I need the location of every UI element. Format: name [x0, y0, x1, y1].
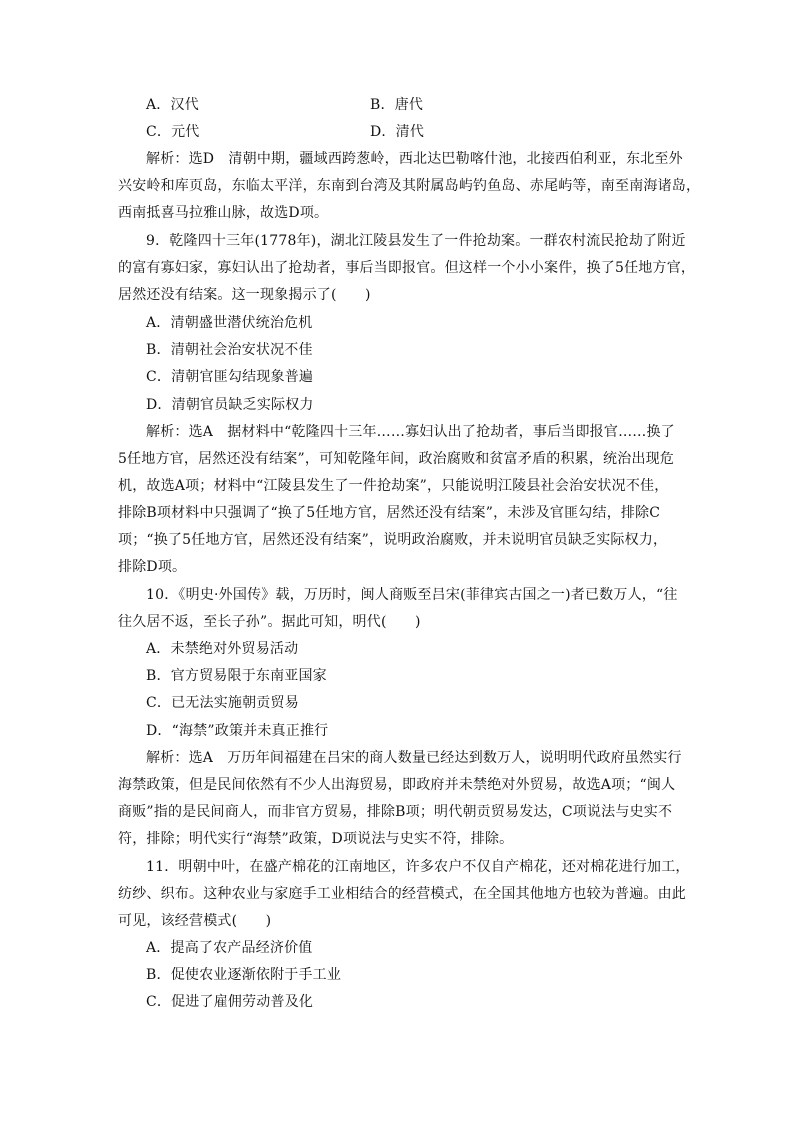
q8-analysis-line: 解析：选D 清朝中期，疆域西跨葱岭，西北达巴勒喀什池，北接西伯利亚，东北至外: [146, 151, 683, 167]
q9-analysis-line: 解析：选A 据材料中“乾隆四十三年……寡妇认出了抢劫者，事后当即报官……换了: [146, 424, 675, 440]
q11-option-a: A．提高了农产品经济价值: [146, 940, 313, 956]
q9-analysis-line: 机，故选A项；材料中“江陵县发生了一件抢劫案”，只能说明江陵县社会治安状况不佳，: [118, 478, 669, 494]
q11-option-b: B．促使农业逐渐依附于手工业: [146, 967, 342, 983]
q8-analysis-line: 兴安岭和库页岛，东临太平洋，东南到台湾及其附属岛屿钓鱼岛、赤尾屿等，南至南海诸岛，: [118, 178, 701, 194]
q11-stem-line: 11．明朝中叶，在盛产棉花的江南地区，许多农户不仅自产棉花，还对棉花进行加工，: [146, 859, 690, 875]
q8-option-d: D．清代: [370, 124, 425, 140]
q10-stem-line: 10．《明史·外国传》载，万历时，闽人商贩至吕宋(菲律宾古国之一)者已数万人，“往: [146, 587, 678, 603]
q9-option-c: C．清朝官匪勾结现象普遍: [146, 369, 314, 385]
q10-option-d: D．“海禁”政策并未真正推行: [146, 723, 329, 739]
q10-option-b: B．官方贸易限于东南亚国家: [146, 668, 327, 684]
q9-stem-line: 居然还没有结案。这一现象揭示了( ): [118, 287, 371, 303]
q10-stem-line: 往久居不返，至长子孙”。据此可知，明代( ): [118, 614, 421, 630]
q10-analysis-line: 符，排除；明代实行“海禁”政策，D项说法与史实不符，排除。: [118, 831, 514, 847]
q8-option-b: B．唐代: [370, 97, 424, 113]
q9-stem-line: 9．乾隆四十三年(1778年)，湖北江陵县发生了一件抢劫案。一群农村流民抢劫了附近: [146, 233, 686, 249]
q9-analysis-line: 排除D项。: [118, 559, 187, 575]
q9-analysis-line: 排除B项材料中只强调了“换了5任地方官，居然还没有结案”，未涉及官匪勾结，排除C: [118, 505, 661, 521]
q11-stem-line: 可见，该经营模式( ): [118, 913, 272, 929]
q8-option-a: A．汉代: [146, 97, 199, 113]
q9-analysis-line: 5任地方官，居然还没有结案”，可知乾隆年间，政治腐败和贫富矛盾的积累，统治出现危: [118, 451, 675, 467]
q8-analysis-line: 西南抵喜马拉雅山脉，故选D项。: [118, 205, 329, 221]
q11-option-c: C．促进了雇佣劳动普及化: [146, 994, 314, 1010]
q11-stem-line: 纺纱、织布。这种农业与家庭手工业相结合的经营模式，在全国其他地方也较为普遍。由此: [118, 886, 686, 902]
q10-option-c: C．已无法实施朝贡贸易: [146, 695, 299, 711]
q9-option-d: D．清朝官员缺乏实际权力: [146, 397, 314, 413]
q9-option-b: B．清朝社会治安状况不佳: [146, 342, 313, 358]
q9-stem-line: 的富有寡妇家，寡妇认出了抢劫者，事后当即报官。但这样一个小小案件，换了5任地方官，: [118, 260, 696, 276]
q9-option-a: A．清朝盛世潜伏统治危机: [146, 315, 313, 331]
q8-option-c: C．元代: [146, 124, 200, 140]
q10-analysis-line: 海禁政策，但是民间依然有不少人出海贸易，即政府并未禁绝对外贸易，故选A项；“闽人: [118, 777, 676, 793]
q10-analysis-line: 商贩”指的是民间商人，而非官方贸易，排除B项；明代朝贡贸易发达，C项说法与史实不: [118, 804, 673, 820]
q10-option-a: A．未禁绝对外贸易活动: [146, 641, 299, 657]
q9-analysis-line: 项；“换了5任地方官，居然还没有结案”，说明政治腐败，并未说明官员缺乏实际权力，: [118, 532, 668, 548]
q10-analysis-line: 解析：选A 万历年间福建在吕宋的商人数量已经达到数万人，说明明代政府虽然实行: [146, 750, 682, 766]
